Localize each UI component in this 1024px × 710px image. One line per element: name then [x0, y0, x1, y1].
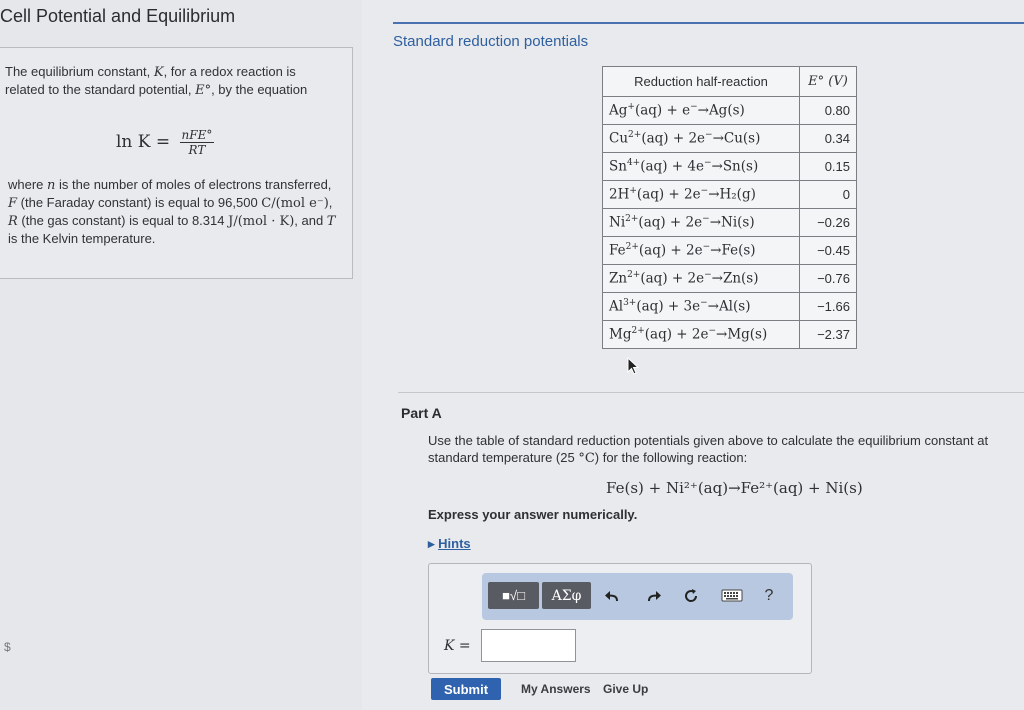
potential-cell: −2.37 — [800, 321, 857, 349]
templates-button[interactable]: ■√□ — [488, 582, 539, 609]
table-row — [603, 97, 857, 125]
submit-button[interactable]: Submit — [431, 678, 501, 700]
part-divider — [398, 392, 1024, 393]
hints-toggle[interactable] — [428, 536, 471, 552]
half-reaction-cell: $Mg^{2+}(aq) + 2e^-\to Mg(s)$ — [603, 321, 800, 349]
undo-icon[interactable] — [600, 582, 624, 609]
symbols-button[interactable]: ΑΣφ — [542, 582, 591, 609]
potential-cell: 0.80 — [800, 97, 857, 125]
half-reaction-cell: $Zn^{2+}(aq) + 2e^-\to Zn(s)$ — [603, 265, 800, 293]
hints-link[interactable]: Hints — [438, 536, 471, 551]
section-divider — [393, 22, 1024, 24]
edge-mark: $ — [4, 640, 11, 654]
part-a-title: Part A — [401, 405, 442, 421]
potential-cell: −0.45 — [800, 237, 857, 265]
math-toolbar — [482, 573, 793, 620]
answer-label: K = — [444, 638, 471, 654]
answer-format-note: Express your answer numerically. — [428, 507, 638, 522]
half-reaction-cell: $Cu^{2+}(aq) + 2e^-\to Cu(s)$ — [603, 125, 800, 153]
table-row — [603, 209, 857, 237]
half-reaction-cell: $Ni^{2+}(aq) + 2e^-\to Ni(s)$ — [603, 209, 800, 237]
table-row — [603, 153, 857, 181]
potential-cell: −0.26 — [800, 209, 857, 237]
table-row — [603, 321, 857, 349]
redo-icon[interactable] — [642, 582, 666, 609]
potential-cell: −1.66 — [800, 293, 857, 321]
caret-right-icon: ▸ — [428, 536, 435, 551]
table-row — [603, 293, 857, 321]
table-row — [603, 125, 857, 153]
give-up-link[interactable]: Give Up — [603, 682, 649, 696]
table-header-row — [603, 67, 857, 97]
keyboard-icon[interactable] — [718, 582, 746, 609]
half-reaction-cell: $Fe^{2+}(aq) + 2e^-\to Fe(s)$ — [603, 237, 800, 265]
definitions-paragraph: where n is the number of moles of electrons transferred, F (the Faraday constant) is equal to 96,500 C/(mol e⁻), R (the gas constant) is equal to 8.314 J/(mol · K), and T is the Kelvin temperature. — [8, 177, 336, 246]
reduction-potentials-table — [602, 66, 857, 349]
intro-paragraph: The equilibrium constant, K, for a redox reaction is related to the standard potential, E°, by the equation — [5, 64, 308, 98]
table-row — [603, 237, 857, 265]
potential-cell: −0.76 — [800, 265, 857, 293]
half-reaction-cell: $Al^{3+}(aq) + 3e^-\to Al(s)$ — [603, 293, 800, 321]
my-answers-link[interactable]: My Answers — [521, 682, 591, 696]
potential-cell: 0 — [800, 181, 857, 209]
half-reaction-cell: $Sn^{4+}(aq) + 4e^-\to Sn(s)$ — [603, 153, 800, 181]
header-reaction: Reduction half-reaction — [603, 67, 800, 97]
half-reaction-cell: 2H+(aq) + 2e−→H₂(g) — [603, 181, 800, 209]
page-title: Cell Potential and Equilibrium — [0, 6, 236, 26]
header-potential: E° (V) — [800, 67, 857, 97]
help-button[interactable]: ? — [764, 586, 774, 604]
half-reaction-cell: Ag+(aq) + e−→Ag(s) — [603, 97, 800, 125]
section-title: Standard reduction potentials — [393, 33, 589, 50]
reset-icon[interactable] — [678, 582, 704, 609]
intro-panel — [0, 47, 353, 279]
potential-cell: 0.15 — [800, 153, 857, 181]
part-a-instructions: Use the table of standard reduction potentials given above to calculate the equilibrium constant at standard temperature (25 °C) for the following reaction: — [428, 433, 989, 466]
nernst-equation: ln K = $\frac{\text{nFE°}}{RT}$ — [116, 128, 213, 157]
potential-cell: 0.34 — [800, 125, 857, 153]
answer-input[interactable] — [481, 629, 576, 662]
table-row — [603, 265, 857, 293]
table-row — [603, 181, 857, 209]
mouse-cursor-icon — [626, 357, 640, 375]
target-reaction: Fe(s) + Ni²⁺(aq)→Fe²⁺(aq) + Ni(s) — [606, 479, 863, 497]
